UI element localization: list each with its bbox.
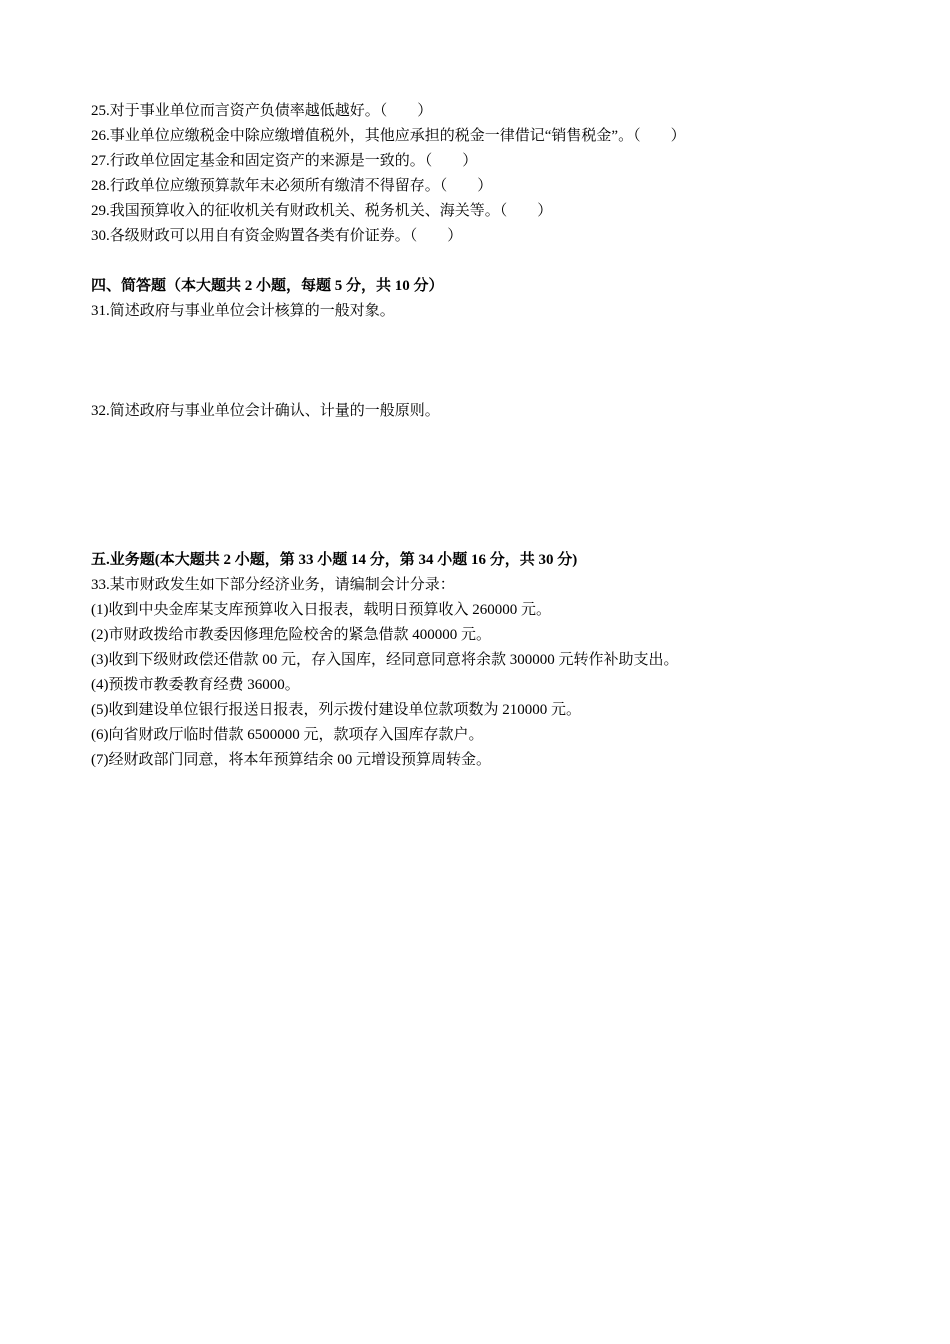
business-item-4: (4)预拨市教委教育经费 36000。 — [91, 677, 300, 693]
question-25: 25.对于事业单位而言资产负债率越低越好。（ ） — [91, 103, 433, 119]
question-31: 31.简述政府与事业单位会计核算的一般对象。 — [91, 303, 395, 319]
question-29: 29.我国预算收入的征收机关有财政机关、税务机关、海关等。（ ） — [91, 203, 553, 219]
question-33: 33.某市财政发生如下部分经济业务，请编制会计分录： — [91, 577, 455, 593]
business-item-3: (3)收到下级财政偿还借款 00 元，存入国库，经同意同意将余款 300000 元转作补助支出。 — [91, 652, 679, 668]
section-heading-short-answer: 四、简答题（本大题共 2 小题，每题 5 分，共 10 分） — [91, 278, 444, 294]
business-item-1: (1)收到中央金库某支库预算收入日报表，载明日预算收入 260000 元。 — [91, 602, 551, 618]
question-30: 30.各级财政可以用自有资金购置各类有价证券。（ ） — [91, 228, 463, 244]
question-32: 32.简述政府与事业单位会计确认、计量的一般原则。 — [91, 403, 440, 419]
business-item-2: (2)市财政拨给市教委因修理危险校舍的紧急借款 400000 元。 — [91, 627, 491, 643]
business-item-5: (5)收到建设单位银行报送日报表，列示拨付建设单位款项数为 210000 元。 — [91, 702, 581, 718]
business-item-6: (6)向省财政厅临时借款 6500000 元，款项存入国库存款户。 — [91, 727, 484, 743]
question-28: 28.行政单位应缴预算款年末必须所有缴清不得留存。（ ） — [91, 178, 493, 194]
question-26: 26.事业单位应缴税金中除应缴增值税外，其他应承担的税金一律借记“销售税金”。（ ） — [91, 128, 686, 144]
question-27: 27.行政单位固定基金和固定资产的来源是一致的。（ ） — [91, 153, 478, 169]
business-item-7: (7)经财政部门同意，将本年预算结余 00 元增设预算周转金。 — [91, 752, 491, 768]
section-heading-business: 五.业务题(本大题共 2 小题，第 33 小题 14 分，第 34 小题 16 分，共 30 分) — [91, 552, 578, 568]
